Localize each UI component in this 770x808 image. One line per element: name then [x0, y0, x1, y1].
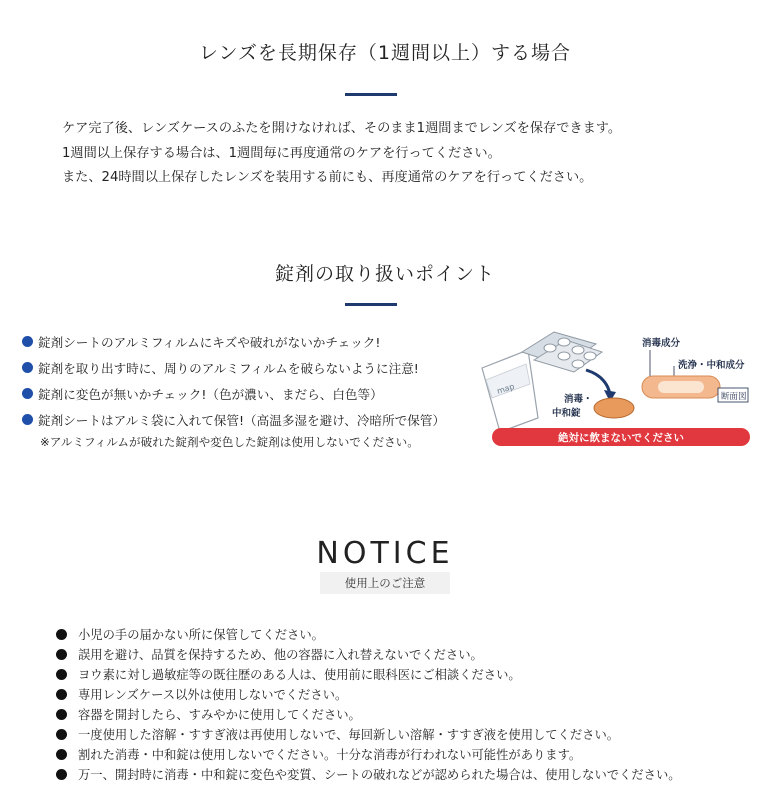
- tablet-illustration: [478, 322, 754, 454]
- notice-item-text: 容器を開封したら、すみやかに使用してください。: [78, 708, 361, 722]
- bullet-dot-icon: [22, 388, 33, 399]
- notice-item: [56, 704, 756, 724]
- storage-heading-rule: [345, 93, 397, 96]
- bullet-dot-icon: [22, 362, 33, 373]
- storage-line: また、24時間以上保存したレンズを装用する前にも、再度通常のケアを行ってください。: [62, 170, 593, 185]
- layer-outer-label: 消毒成分: [642, 338, 681, 349]
- notice-list: [56, 624, 756, 784]
- tablet-tip: [22, 354, 492, 380]
- notice-item: [56, 644, 756, 664]
- package-text: map: [495, 381, 516, 396]
- notice-item-text: 誤用を避け、品質を保持するため、他の容器に入れ替えないでください。: [78, 648, 483, 662]
- layer-inner-label: 洗浄・中和成分: [678, 360, 745, 371]
- bullet-dot-icon: [56, 709, 67, 720]
- storage-heading: レンズを長期保存（1週間以上）する場合: [198, 42, 572, 64]
- notice-item-text: 割れた消毒・中和錠は使用しないでください。十分な消毒が行われない可能性があります。: [78, 748, 582, 762]
- bullet-dot-icon: [22, 414, 33, 425]
- bullet-dot-icon: [56, 689, 67, 700]
- tablet-tip: [22, 406, 492, 432]
- section-label: 断面図: [721, 392, 747, 402]
- bullet-dot-icon: [56, 769, 67, 780]
- tablet-tip-text: 錠剤を取り出す時に、周りのアルミフィルムを破らないように注意!: [38, 360, 419, 376]
- aluminium-pouch-icon: [482, 350, 538, 432]
- tablet-tips-list: [22, 328, 492, 452]
- storage-paragraph: [62, 117, 742, 191]
- bullet-dot-icon: [56, 649, 67, 660]
- notice-item-text: ヨウ素に対し過敏症等の既往歴のある人は、使用前に眼科医にご相談ください。: [78, 668, 521, 682]
- notice-item-text: 専用レンズケース以外は使用しないでください。: [78, 688, 348, 702]
- storage-line: 1週間以上保存する場合は、1週間毎に再度通常のケアを行ってください。: [62, 145, 501, 161]
- tablet-label-line1: 消毒・: [564, 394, 593, 405]
- bullet-dot-icon: [56, 729, 67, 740]
- warning-text: 絶対に飲まないでください: [558, 432, 684, 444]
- tablet-tip-text: 錠剤に変色が無いかチェック!（色が濃い、まだら、白色等）: [38, 386, 383, 402]
- bullet-dot-icon: [56, 749, 67, 760]
- tablet-heading-rule: [345, 303, 397, 306]
- notice-item: [56, 724, 756, 744]
- bullet-dot-icon: [22, 336, 33, 347]
- tablet-label-line2: 中和錠: [552, 408, 581, 419]
- bullet-dot-icon: [56, 669, 67, 680]
- notice-item: [56, 664, 756, 684]
- notice-item-text: 小児の手の届かない所に保管してください。: [78, 628, 324, 642]
- notice-item: [56, 624, 756, 644]
- notice-item-text: 万一、開封時に消毒・中和錠に変色や変質、シートの破れなどが認められた場合は、使用しないでください。: [78, 768, 681, 782]
- notice-subtitle: 使用上のご注意: [320, 572, 450, 594]
- bullet-dot-icon: [56, 629, 67, 640]
- tablet-tip-text: 錠剤シートのアルミフィルムにキズや破れがないかチェック!: [38, 334, 381, 350]
- arrow-icon: [586, 370, 610, 394]
- notice-item-text: 一度使用した溶解・すすぎ液は再使用しないで、毎回新しい溶解・すすぎ液を使用してください。: [78, 728, 620, 742]
- tablet-icon: [594, 398, 634, 418]
- tablet-tip: [22, 380, 492, 406]
- notice-item: [56, 684, 756, 704]
- tablet-note: ※アルミフィルムが破れた錠剤や変色した錠剤は使用しないでください。: [40, 435, 419, 449]
- notice-item: [56, 764, 756, 784]
- notice-title: NOTICE: [316, 536, 454, 571]
- tablet-tip-text: 錠剤シートはアルミ袋に入れて保管!（高温多湿を避け、冷暗所で保管）: [38, 412, 446, 428]
- blister-sheet-icon: [522, 332, 602, 372]
- tablet-heading: 錠剤の取り扱いポイント: [274, 263, 495, 285]
- notice-item: [56, 744, 756, 764]
- tablet-tip: [22, 328, 492, 354]
- storage-line: ケア完了後、レンズケースのふたを開けなければ、そのまま1週間までレンズを保存できます。: [62, 121, 622, 136]
